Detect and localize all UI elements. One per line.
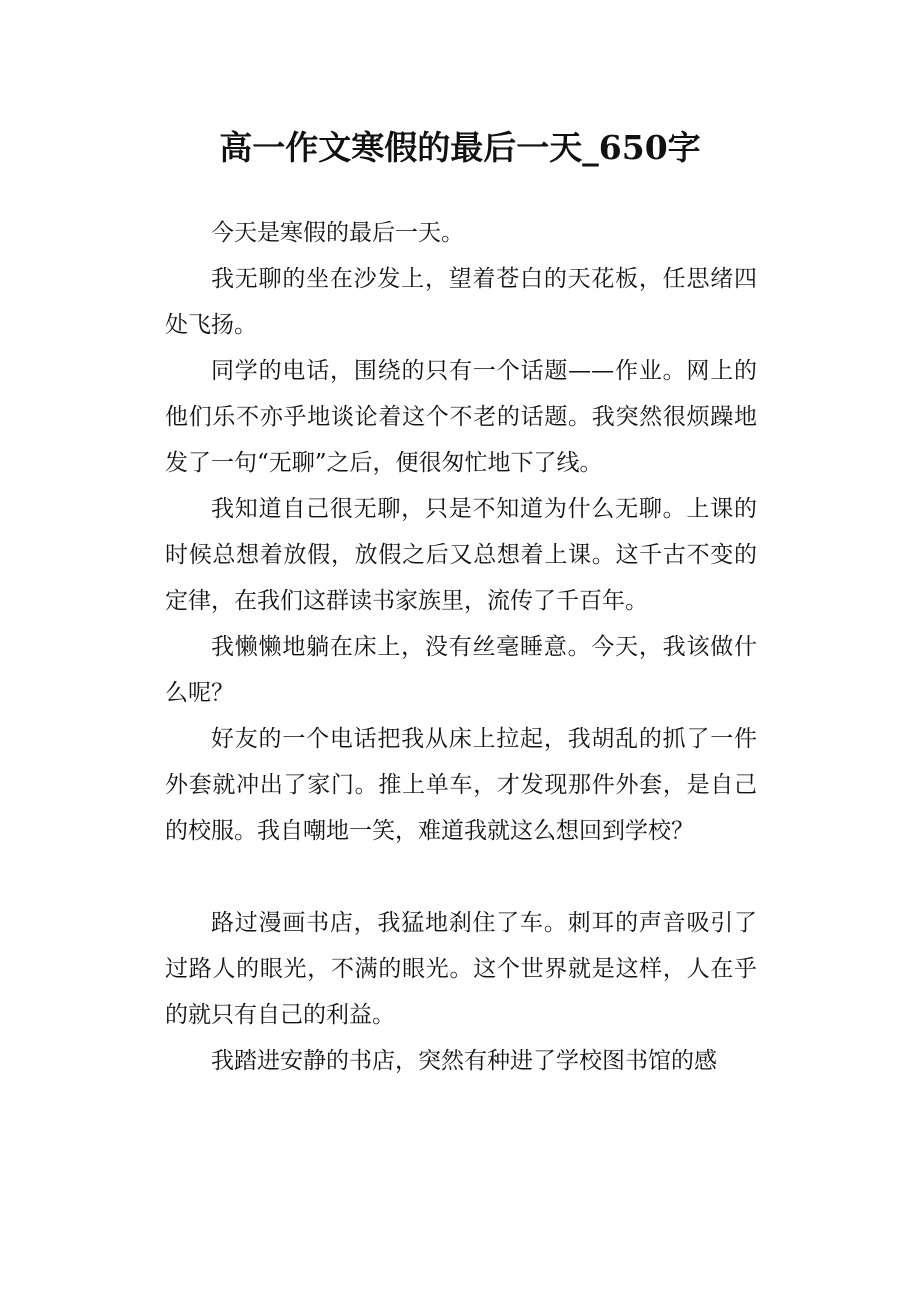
paragraph: 我无聊的坐在沙发上，望着苍白的天花板，任思绪四处飞扬。	[165, 266, 757, 338]
paragraph: 路过漫画书店，我猛地刹住了车。刺耳的声音吸引了过路人的眼光，不满的眼光。这个世界就是这样，人在乎的就只有自己的利益。	[165, 910, 757, 1028]
paragraph: 好友的一个电话把我从床上拉起，我胡乱的抓了一件外套就冲出了家门。推上单车，才发现那件外套，是自己的校服。我自嘲地一笑，难道我就这么想回到学校？	[165, 726, 757, 844]
paragraph: 同学的电话，围绕的只有一个话题——作业。网上的他们乐不亦乎地谈论着这个不老的话题。我突然很烦躁地发了一句“无聊”之后，便很匆忙地下了线。	[165, 358, 757, 476]
paragraph: 我知道自己很无聊，只是不知道为什么无聊。上课的时候总想着放假，放假之后又总想着上课。这千古不变的定律，在我们这群读书家族里，流传了千百年。	[165, 496, 757, 614]
paragraph: 我踏进安静的书店，突然有种进了学校图书馆的感	[211, 1048, 717, 1074]
document-body	[165, 210, 757, 1084]
document-title: 高一作文寒假的最后一天_650字	[219, 128, 701, 167]
paragraph: 我懒懒地躺在床上，没有丝毫睡意。今天，我该做什么呢？	[165, 634, 757, 706]
paragraph: 今天是寒假的最后一天。	[211, 220, 464, 246]
paragraph-gap	[165, 854, 757, 900]
